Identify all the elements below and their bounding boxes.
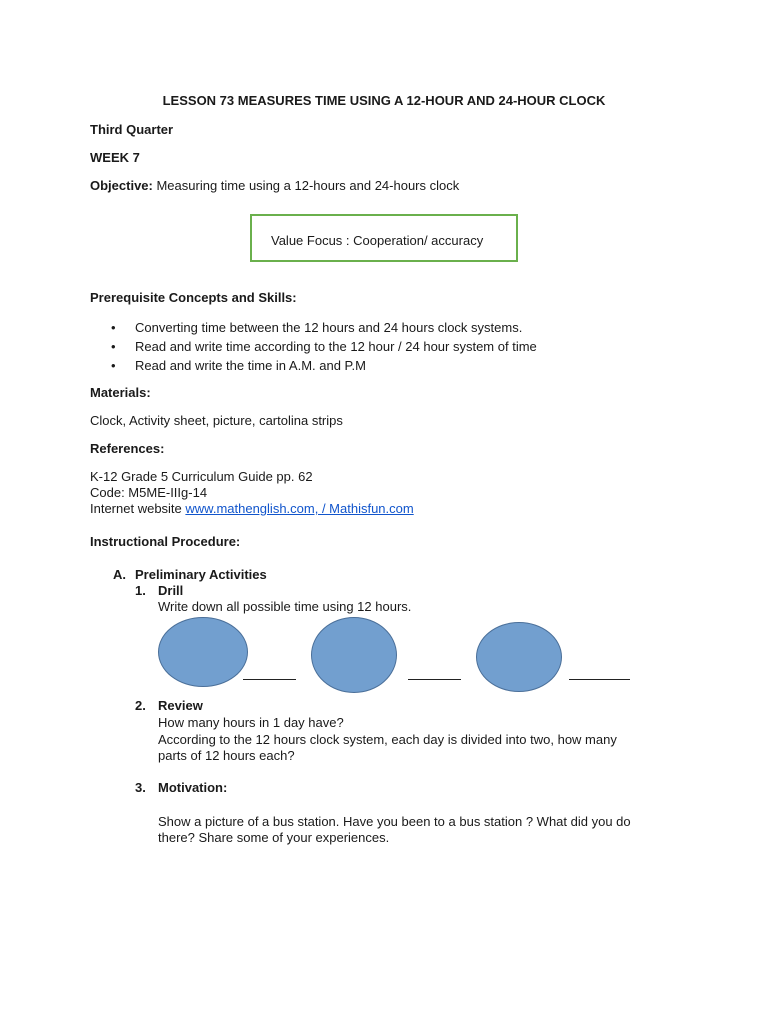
quarter-label: Third Quarter [90, 122, 174, 137]
list-item-text: Read and write the time in A.M. and P.M [135, 358, 366, 373]
reference-website [90, 501, 414, 517]
procedure-heading: Instructional Procedure: [90, 534, 241, 549]
clock-circle [311, 617, 397, 693]
clock-circle [476, 622, 562, 692]
objective-line [90, 178, 459, 194]
value-focus-text: Value Focus : Cooperation/ accuracy [271, 233, 484, 248]
section-a-marker: A. [113, 567, 126, 582]
website-link[interactable]: www.mathenglish.com, / Mathisfun.com [185, 501, 414, 516]
motivation-text-1: Show a picture of a bus station. Have you been to a bus station ? What did you do [158, 814, 631, 829]
motivation-title: Motivation: [158, 780, 228, 795]
drill-number: 1. [135, 583, 146, 598]
list-item [90, 356, 537, 375]
section-a-title: Preliminary Activities [135, 567, 267, 582]
reference-website-label: Internet website [90, 501, 186, 516]
motivation-number: 3. [135, 780, 146, 795]
references-heading: References: [90, 441, 165, 456]
list-item [90, 337, 537, 356]
bullet-icon: • [111, 358, 116, 373]
drill-text: Write down all possible time using 12 hours. [158, 599, 412, 614]
clock-circle [158, 617, 248, 687]
list-item-text: Converting time between the 12 hours and 24 hours clock systems. [135, 320, 523, 335]
value-focus-box [250, 214, 518, 262]
prerequisites-heading: Prerequisite Concepts and Skills: [90, 290, 297, 305]
reference-code: Code: M5ME-IIIg-14 [90, 485, 208, 500]
list-item-text: Read and write time according to the 12 hour / 24 hour system of time [135, 339, 537, 354]
materials-text: Clock, Activity sheet, picture, cartolina strips [90, 413, 343, 428]
bullet-icon: • [111, 320, 116, 335]
objective-label: Objective: [90, 178, 153, 193]
motivation-text-2: there? Share some of your experiences. [158, 830, 390, 845]
week-label: WEEK 7 [90, 150, 140, 165]
prerequisites-list [90, 318, 537, 375]
objective-text: Measuring time using a 12-hours and 24-hours clock [152, 178, 460, 193]
review-number: 2. [135, 698, 146, 713]
review-question-2: According to the 12 hours clock system, each day is divided into two, how many [158, 732, 617, 747]
answer-blank [569, 679, 630, 680]
list-item [90, 318, 537, 337]
reference-guide: K-12 Grade 5 Curriculum Guide pp. 62 [90, 469, 313, 484]
page-title: LESSON 73 MEASURES TIME USING A 12-HOUR AND 24-HOUR CLOCK [162, 93, 606, 108]
answer-blank [408, 679, 461, 680]
review-title: Review [158, 698, 203, 713]
materials-heading: Materials: [90, 385, 151, 400]
review-question-3: parts of 12 hours each? [158, 748, 295, 763]
bullet-icon: • [111, 339, 116, 354]
review-question-1: How many hours in 1 day have? [158, 715, 344, 730]
answer-blank [243, 679, 296, 680]
drill-title: Drill [158, 583, 184, 598]
